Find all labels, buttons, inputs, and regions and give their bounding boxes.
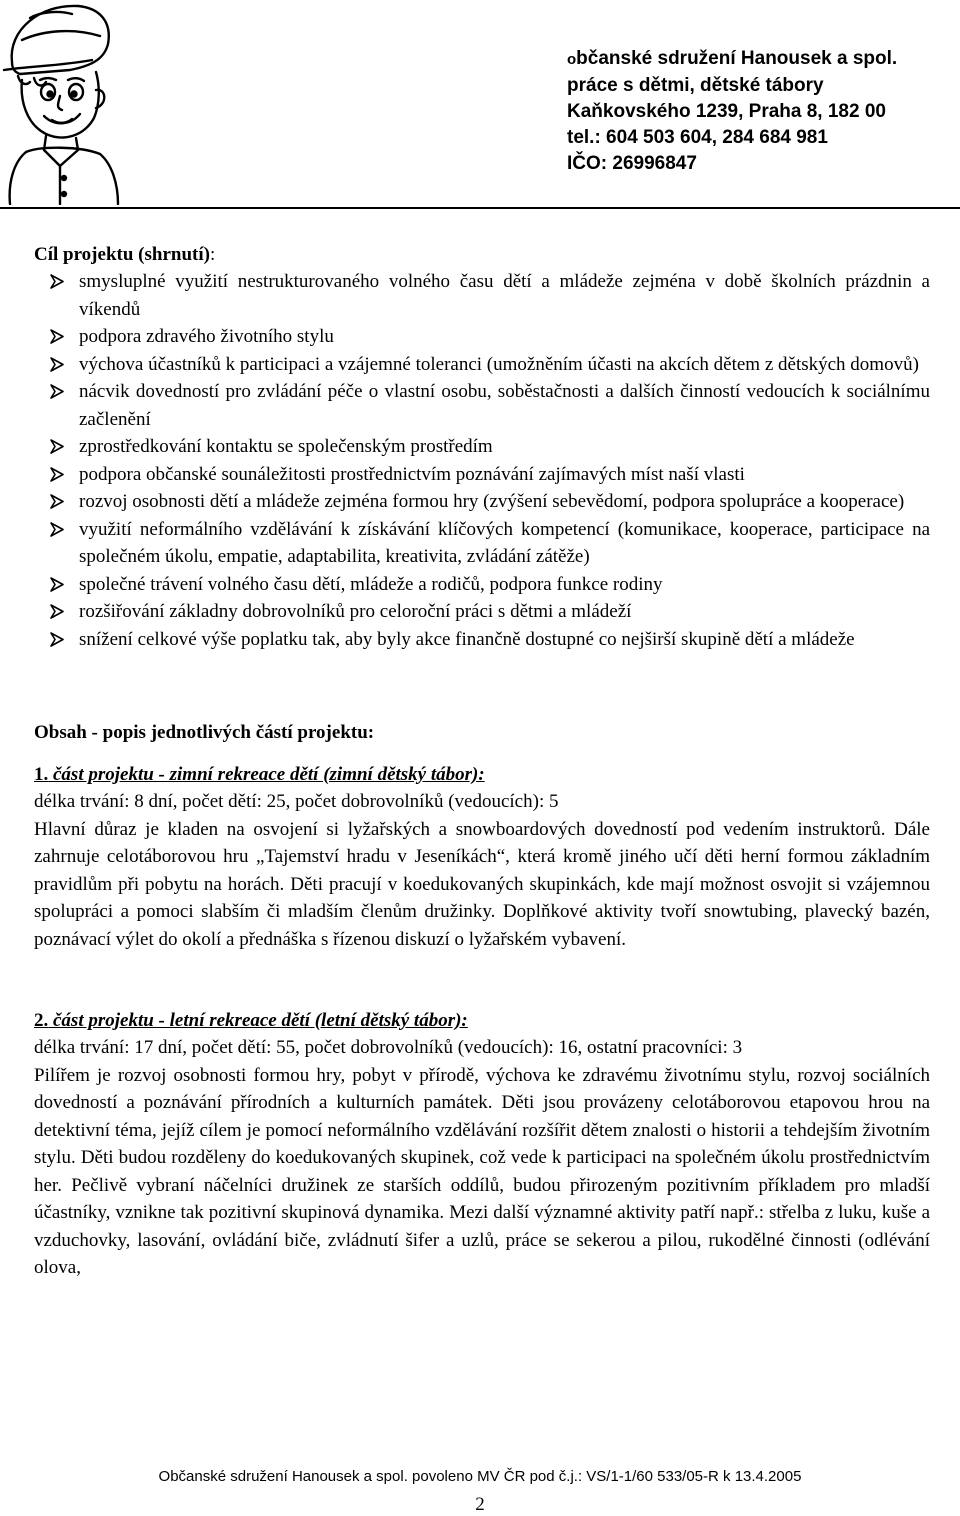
goal-item-text: zprostředkování kontaktu se společenským prostředím [79,436,493,457]
arrowhead-bullet-icon [49,516,65,543]
organization-phone: tel.: 604 503 604, 284 684 981 [567,127,828,148]
goal-item [34,516,930,571]
arrowhead-bullet-icon [49,461,65,488]
header-divider [0,207,960,209]
arrowhead-bullet-icon [49,433,65,460]
goal-item-text: využití neformálního vzdělávání k získávání klíčových kompetencí (komunikace, kooperace, participace na společném úkolu, empatie, adaptabilita, kreativita, zvládání zátěže) [79,518,930,567]
part1-stats: délka trvání: 8 dní, počet dětí: 25, počet dobrovolníků (vedoucích): 5 [34,791,559,812]
arrowhead-bullet-icon [49,571,65,598]
goal-item-text: rozvoj osobnosti dětí a mládeže zejména formou hry (zvýšení sebevědomí, podpora spolupráce a kooperace) [79,491,905,512]
goal-item-text: společné trávení volného času dětí, mládeže a rodičů, podpora funkce rodiny [79,573,663,595]
document-body [34,241,930,1282]
organization-activity: práce s dětmi, dětské tábory [567,75,824,96]
arrowhead-bullet-icon [49,351,65,378]
part2-stats: délka trvání: 17 dní, počet dětí: 55, počet dobrovolníků (vedoucích): 16, ostatní pracovníci: 3 [34,1037,743,1058]
part1-description: Hlavní důraz je kladen na osvojení si lyžařských a snowboardových dovedností pod vedením instruktorů. Dále zahrnuje celotáborovou hru „Tajemství hradu v Jeseníkách“, která kromě jiného učí děti herní formou základním pravidlům při pobytu na horách. Děti pracují v koedukovaných skupinkách, kde mají možnost osvojit si vzájemnou spolupráci a pomoci slabším či mladším členům družinky. Doplňkové aktivity tvoří snowtubing, plavecký bazén, poznávací výlet do okolí a přednáška s řízenou diskuzí o lyžařském vybavení. [34,818,930,950]
goal-item [34,378,930,433]
goal-item-text: podpora zdravého životního stylu [79,326,334,347]
goal-item-text: výchova účastníků k participaci a vzájemné toleranci (umožněním účasti na akcích dětem z dětských domovů) [79,353,919,375]
logo-icon [0,0,128,205]
goal-item [34,351,930,379]
goal-item [34,433,930,461]
organization-header [567,46,897,177]
arrowhead-bullet-icon [49,268,65,295]
arrowhead-bullet-icon [49,378,65,405]
goal-item [34,626,930,654]
goal-item-text: rozšiřování základny dobrovolníků pro celoroční práci s dětmi a mládeží [79,601,632,622]
goals-heading: Cíl projektu (shrnutí): [34,244,216,265]
part1-title: 1. část projektu - zimní rekreace dětí (zimní dětský tábor): [34,764,485,785]
goal-item [34,323,930,351]
goal-item-text: smysluplné využití nestrukturovaného volného času dětí a mládeže zejména v době školních prázdnin a víkendů [79,271,930,320]
arrowhead-bullet-icon [49,488,65,515]
goal-item-text: nácvik dovedností pro zvládání péče o vlastní osobu, soběstačnosti a dalších činností vedoucích k sociálnímu začlenění [79,381,930,430]
goal-item [34,268,930,323]
goal-item [34,598,930,626]
goal-item-text: podpora občanské sounáležitosti prostřednictvím poznávání zajímavých míst naší vlasti [79,463,745,485]
goal-item [34,461,930,489]
goal-item [34,571,930,599]
organization-name: občanské sdružení Hanousek a spol. [567,48,898,69]
organization-ico: IČO: 26996847 [567,153,697,174]
page-footer: Občanské sdružení Hanousek a spol. povoleno MV ČR pod č.j.: VS/1-1/60 533/05-R k 13.4.2005 [158,1468,802,1485]
contents-heading: Obsah - popis jednotlivých částí projektu: [34,722,375,743]
goal-item [34,488,930,516]
arrowhead-bullet-icon [49,626,65,653]
arrowhead-bullet-icon [49,323,65,350]
logo-boy-drawing [0,0,128,205]
page-number: 2 [475,1494,485,1515]
organization-address: Kaňkovského 1239, Praha 8, 182 00 [567,101,886,122]
arrowhead-bullet-icon [49,598,65,625]
goal-item-text: snížení celkové výše poplatku tak, aby byly akce finančně dostupné co nejširší skupině dětí a mládeže [79,628,855,650]
part2-title: 2. část projektu - letní rekreace dětí (letní dětský tábor): [34,1010,468,1031]
goals-list [34,268,930,653]
part2-description: Pilířem je rozvoj osobnosti formou hry, pobyt v přírodě, výchova ke zdravému životnímu stylu, rozvoj sociálních dovedností a poznávání přírodních a kulturních památek. Děti jsou provázeny celotáborovou etapovou hrou na detektivní téma, jejíž cílem je pomocí neformálního vzdělávání rozšířit dětem znalosti o historii a tehdejším životním stylu. Děti budou rozděleny do koedukovaných skupinek, což vede k participaci na společném úkolu prostřednictvím her. Pečlivě vybraní náčelníci družinek ze starších oddílů, budou přirozeným pozitivním příkladem pro mladší účastníky, vznikne tak pozitivní skupinová dynamika. Mezi další významné aktivity patří např.: střelba z luku, kuše a vzduchovky, lasování, ovládání biče, zvládnutí šifer a uzlů, práce se sekerou a pilou, rukodělné činnosti (odlévání olova, [34,1064,930,1278]
